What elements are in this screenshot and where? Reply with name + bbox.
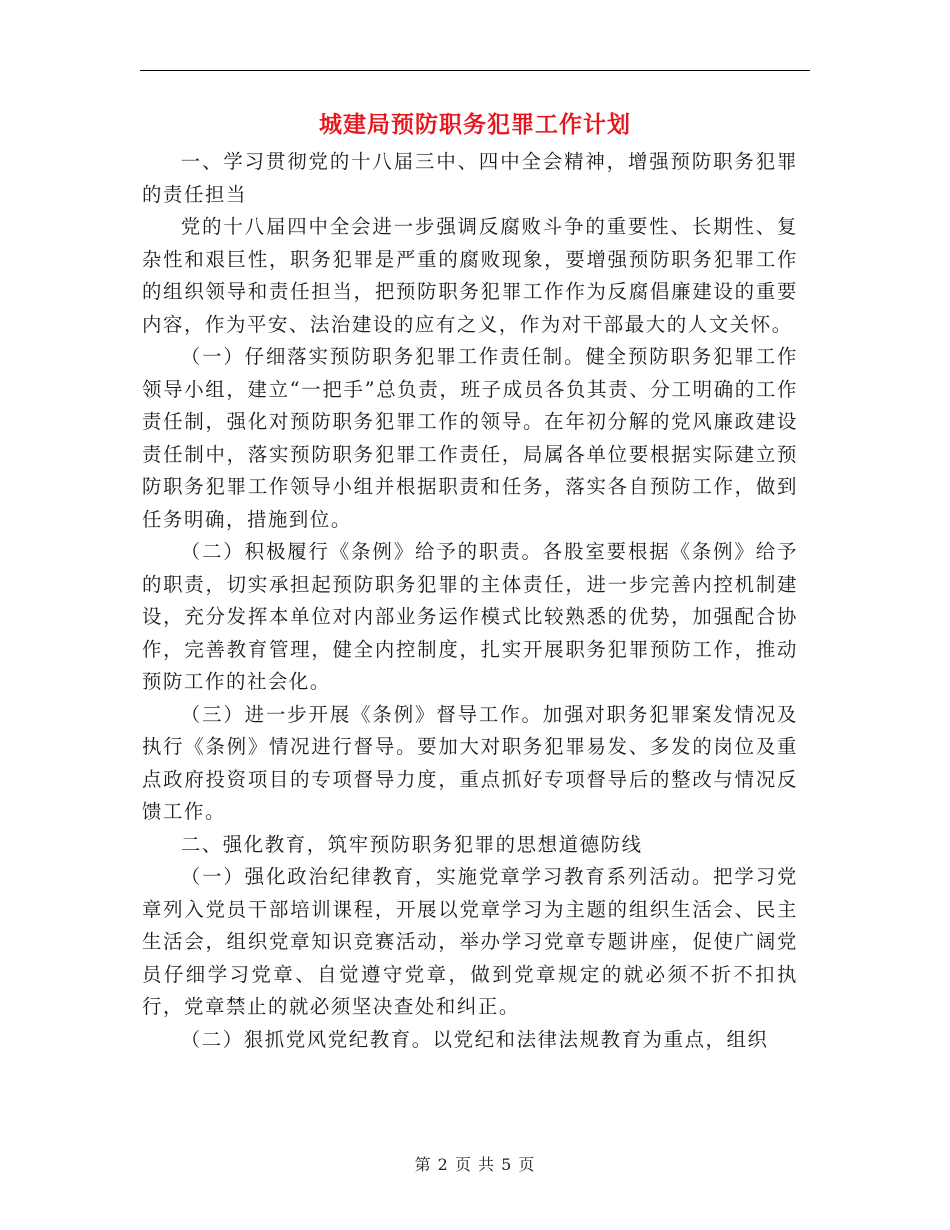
paragraph: （二）积极履行《条例》给予的职责。各股室要根据《条例》给予的职责，切实承担起预防职务犯罪的主体责任，进一步完善内控机制建设，充分发挥本单位对内部业务运作模式比较熟悉的优势，加强配合协作，完善教育管理，健全内控制度，扎实开展职务犯罪预防工作，推动预防工作的社会化。 <box>142 540 798 693</box>
header-rule <box>140 70 810 71</box>
paragraph: （一）仔细落实预防职务犯罪工作责任制。健全预防职务犯罪工作领导小组，建立“一把手”总负责，班子成员各负其责、分工明确的工作责任制，强化对预防职务犯罪工作的领导。在年初分解的党风廉政建设责任制中，落实预防职务犯罪工作责任，局属各单位要根据实际建立预防职务犯罪工作领导小组并根据职责和任务，落实各自预防工作，做到任务明确，措施到位。 <box>142 345 798 531</box>
paragraph: （二）狠抓党风党纪教育。以党纪和法律法规教育为重点，组织 <box>180 1027 769 1051</box>
document-body <box>142 146 798 1056</box>
paragraph: （一）强化政治纪律教育，实施党章学习教育系列活动。把学习党章列入党员干部培训课程，开展以党章学习为主题的组织生活会、民主生活会，组织党章知识竞赛活动，举办学习党章专题讲座，促使广阔党员仔细学习党章、自觉遵守党章，做到党章规定的就必须不折不扣执行，党章禁止的就必须坚决查处和纠正。 <box>142 865 798 1018</box>
section-heading-2: 二、强化教育，筑牢预防职务犯罪的思想道德防线 <box>180 832 643 856</box>
page-number-footer: 第 2 页 共 5 页 <box>414 1155 536 1174</box>
section-heading-1: 一、学习贯彻党的十八届三中、四中全会精神，增强预防职务犯罪的责任担当 <box>142 150 798 206</box>
document-title: 城建局预防职务犯罪工作计划 <box>319 111 631 138</box>
paragraph: 党的十八届四中全会进一步强调反腐败斗争的重要性、长期性、复杂性和艰巨性，职务犯罪是严重的腐败现象，要增强预防职务犯罪工作的组织领导和责任担当，把预防职务犯罪工作作为反腐倡廉建设的重要内容，作为平安、法治建设的应有之义，作为对干部最大的人文关怀。 <box>142 215 798 336</box>
paragraph: （三）进一步开展《条例》督导工作。加强对职务犯罪案发情况及执行《条例》情况进行督导。要加大对职务犯罪易发、多发的岗位及重点政府投资项目的专项督导力度，重点抓好专项督导后的整改与情况反馈工作。 <box>142 702 798 823</box>
